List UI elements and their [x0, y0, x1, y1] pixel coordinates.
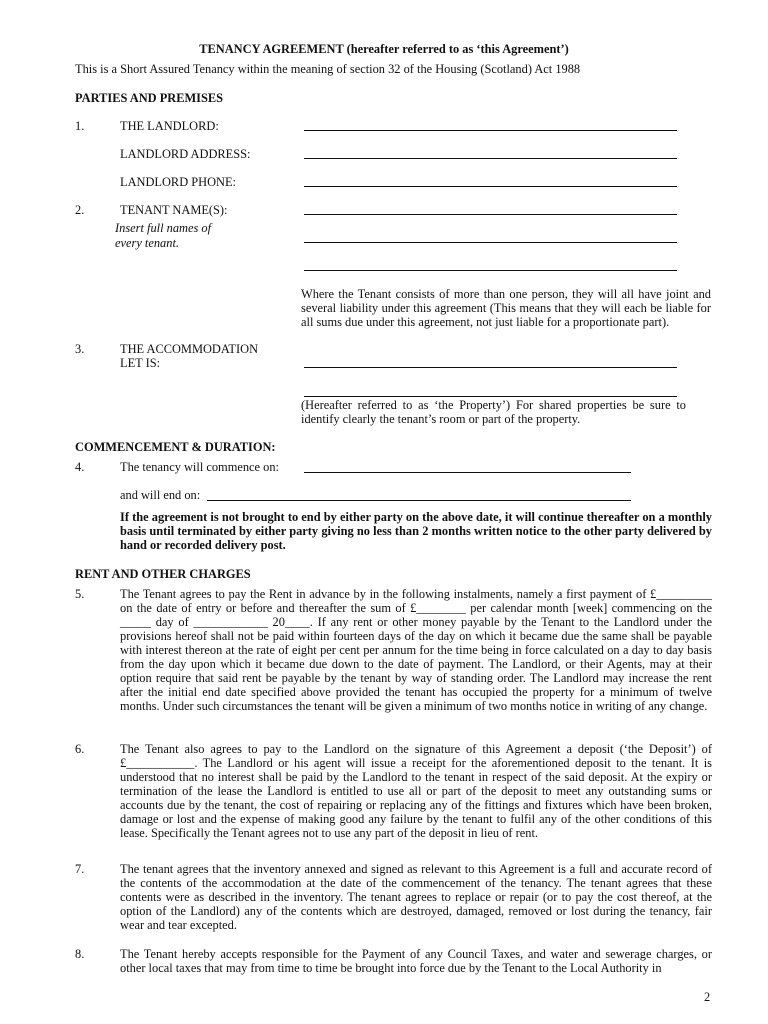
accommodation-field-line-2[interactable] [304, 396, 677, 397]
section-heading-commencement: COMMENCEMENT & DURATION: [75, 440, 276, 454]
section-heading-rent: RENT AND OTHER CHARGES [75, 567, 251, 581]
accommodation-field-line-1[interactable] [304, 367, 677, 368]
landlord-address-field-line[interactable] [304, 158, 677, 159]
item-number-3: 3. [75, 342, 85, 356]
item-number-7: 7. [75, 862, 85, 876]
item-number-2: 2. [75, 203, 85, 217]
item-number-1: 1. [75, 119, 85, 133]
accommodation-label-line-2: LET IS: [120, 356, 161, 370]
page-number: 2 [704, 990, 711, 1004]
tenant-hint-line-1: Insert full names of [115, 221, 212, 235]
landlord-field-line[interactable] [304, 130, 677, 131]
landlord-address-label: LANDLORD ADDRESS: [120, 147, 251, 161]
item-number-5: 5. [75, 587, 85, 601]
joint-liability-text: Where the Tenant consists of more than one person, they will all have joint and several liability under this agreement (This means that they will each be liable for all sums due under this agreement, not just liable for a proportionate part). [301, 287, 711, 329]
accommodation-label-line-1: THE ACCOMMODATION [120, 342, 259, 356]
section-heading-parties: PARTIES AND PREMISES [75, 91, 224, 105]
item-number-6: 6. [75, 742, 85, 756]
tenant-names-field-line-2[interactable] [304, 242, 677, 243]
landlord-phone-label: LANDLORD PHONE: [120, 175, 236, 189]
document-title: TENANCY AGREEMENT (hereafter referred to as ‘this Agreement’) [199, 42, 569, 56]
end-date-label: and will end on: [120, 488, 201, 502]
item-number-8: 8. [75, 947, 85, 961]
landlord-label: THE LANDLORD: [120, 119, 219, 133]
tenant-names-field-line-1[interactable] [304, 214, 677, 215]
item-number-4: 4. [75, 460, 85, 474]
end-date-field-line[interactable] [207, 500, 631, 501]
tenant-hint-line-2: every tenant. [115, 236, 179, 250]
tenant-names-field-line-3[interactable] [304, 270, 677, 271]
continuation-clause: If the agreement is not brought to end by either party on the above date, it will continue thereafter on a monthly basis until terminated by either party giving no less than 2 months written notice to the other party delivered by hand or recorded delivery post. [120, 510, 712, 552]
commence-date-field-line[interactable] [304, 472, 631, 473]
property-note-text: (Hereafter referred to as ‘the Property’) For shared properties be sure to identify clearly the tenant’s room or part of the property. [301, 398, 686, 426]
tenant-names-label: TENANT NAME(S): [120, 203, 228, 217]
council-tax-clause-text: The Tenant hereby accepts responsible for the Payment of any Council Taxes, and water and sewerage charges, or other local taxes that may from time to time be brought into force due by the Tenant to the Local Authority in [120, 947, 712, 975]
inventory-clause-text: The tenant agrees that the inventory annexed and signed as relevant to this Agreement is a full and accurate record of the contents of the accommodation at the date of the commencement of the tenancy. The tenant agrees that these contents were as described in the inventory. The tenant agrees to replace or repair (or to pay the cost thereof, at the option of the Landlord) any of the contents which are destroyed, damaged, removed or lost during the tenancy, fair wear and tear excepted. [120, 862, 712, 932]
landlord-phone-field-line[interactable] [304, 186, 677, 187]
rent-clause-text: The Tenant agrees to pay the Rent in advance by in the following instalments, namely a first payment of £_________ on the date of entry or before and thereafter the sum of £________ per calendar month [week] commencing on the _____ day of ____________ 20____. If any rent or other money payable by the Tenant to the Landlord under the provisions hereof shall not be paid within fourteen days of the day on which it became due the same shall be payable with interest thereon at the rate of eight per cent per annum for the time being in force calculated on a day to day basis from the day upon which it became due down to the date of payment. The Landlord, or their Agents, may at their option require that said rent be payable by the tenant by way of standing order. The Landlord may increase the rent after the initial end date specified above provided the tenant has occupied the property for a minimum of twelve months. Under such circumstances the tenant will be given a minimum of two months notice in writing of any change. [120, 587, 712, 713]
deposit-clause-text: The Tenant also agrees to pay to the Landlord on the signature of this Agreement a deposit (‘the Deposit’) of £___________. The Landlord or his agent will issue a receipt for the aforementioned deposit to the tenant. It is understood that no interest shall be paid by the Landlord to the tenant in respect of the said deposit. At the expiry or termination of the lease the Landlord is entitled to use all or part of the deposit to meet any outstanding sums or accounts due by the tenant, the cost of repairing or replacing any of the fittings and fixtures which have been broken, damage or lost and the expense of making good any failure by the tenant to fulfil any of the other conditions of this lease. Specifically the Tenant agrees not to use any part of the deposit in lieu of rent. [120, 742, 712, 840]
commence-date-label: The tenancy will commence on: [120, 460, 279, 474]
document-intro: This is a Short Assured Tenancy within the meaning of section 32 of the Housing (Scotland) Act 1988 [75, 62, 581, 76]
